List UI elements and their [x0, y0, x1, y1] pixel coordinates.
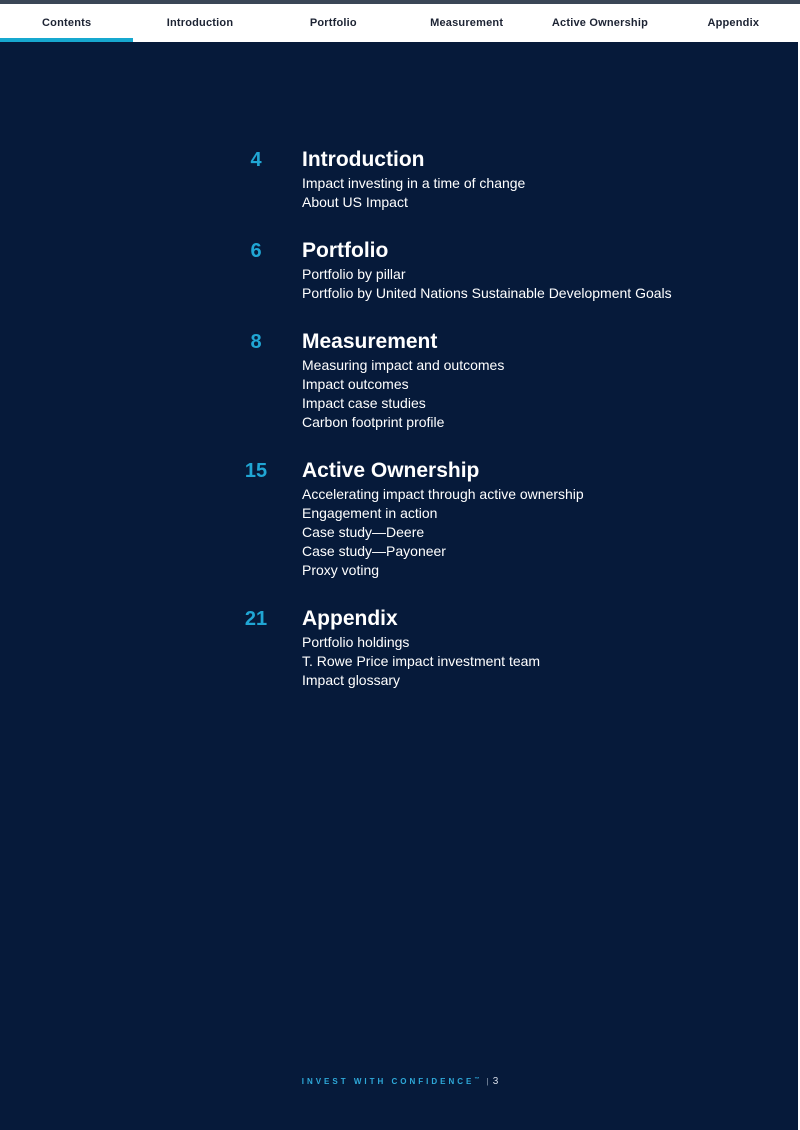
- toc-section-body: [302, 237, 716, 303]
- toc-entry[interactable]: Portfolio holdings: [302, 634, 410, 650]
- toc-section-body: [302, 328, 716, 432]
- toc-section-appendix: [236, 605, 716, 690]
- toc-page-number[interactable]: 15: [244, 460, 268, 482]
- toc-section-body: [302, 605, 716, 690]
- toc-page-number[interactable]: 21: [244, 608, 268, 630]
- toc-entry[interactable]: Impact investing in a time of change: [302, 175, 526, 191]
- toc-entry[interactable]: Accelerating impact through active ownership: [302, 486, 584, 502]
- toc-section-introduction: [236, 146, 716, 212]
- toc-entry[interactable]: Carbon footprint profile: [302, 414, 445, 430]
- table-of-contents: [236, 146, 716, 715]
- toc-entry[interactable]: Measuring impact and outcomes: [302, 357, 505, 373]
- tab-introduction[interactable]: Introduction: [166, 17, 234, 29]
- trademark-symbol: ™: [474, 1076, 480, 1083]
- toc-section-title[interactable]: Appendix: [302, 607, 398, 630]
- page-number: 3: [492, 1076, 499, 1087]
- tab-portfolio[interactable]: Portfolio: [309, 17, 357, 29]
- toc-section-title[interactable]: Introduction: [302, 148, 425, 171]
- toc-section-portfolio: [236, 237, 716, 303]
- toc-entry[interactable]: T. Rowe Price impact investment team: [302, 653, 541, 669]
- toc-entry[interactable]: Proxy voting: [302, 562, 380, 578]
- toc-entry[interactable]: Case study—Payoneer: [302, 543, 446, 559]
- toc-entry[interactable]: About US Impact: [302, 194, 408, 210]
- toc-section-measurement: [236, 328, 716, 432]
- toc-section-title[interactable]: Measurement: [302, 330, 438, 353]
- toc-section-body: [302, 146, 716, 212]
- section-nav: [0, 4, 800, 42]
- toc-entry[interactable]: Impact glossary: [302, 672, 401, 688]
- footer-tagline: INVEST WITH CONFIDENCE: [301, 1077, 475, 1086]
- tab-measurement[interactable]: Measurement: [430, 17, 504, 29]
- toc-entry[interactable]: Impact outcomes: [302, 376, 409, 392]
- tab-contents[interactable]: Contents: [0, 4, 133, 42]
- toc-page-number[interactable]: 6: [250, 240, 262, 262]
- toc-entry[interactable]: Impact case studies: [302, 395, 426, 411]
- page-footer: [0, 1076, 800, 1087]
- toc-entry[interactable]: Portfolio by pillar: [302, 266, 406, 282]
- tab-appendix[interactable]: Appendix: [707, 17, 760, 29]
- footer-separator: |: [486, 1077, 489, 1086]
- toc-entry[interactable]: Engagement in action: [302, 505, 438, 521]
- toc-section-body: [302, 457, 716, 580]
- toc-section-title[interactable]: Portfolio: [302, 239, 389, 262]
- toc-section-active-ownership: [236, 457, 716, 580]
- tab-active-ownership[interactable]: Active Ownership: [551, 17, 649, 29]
- toc-page-number[interactable]: 8: [250, 331, 262, 353]
- toc-page-number[interactable]: 4: [250, 149, 262, 171]
- toc-entry[interactable]: Portfolio by United Nations Sustainable Development Goals: [302, 285, 672, 301]
- toc-section-title[interactable]: Active Ownership: [302, 459, 480, 482]
- toc-entry[interactable]: Case study—Deere: [302, 524, 425, 540]
